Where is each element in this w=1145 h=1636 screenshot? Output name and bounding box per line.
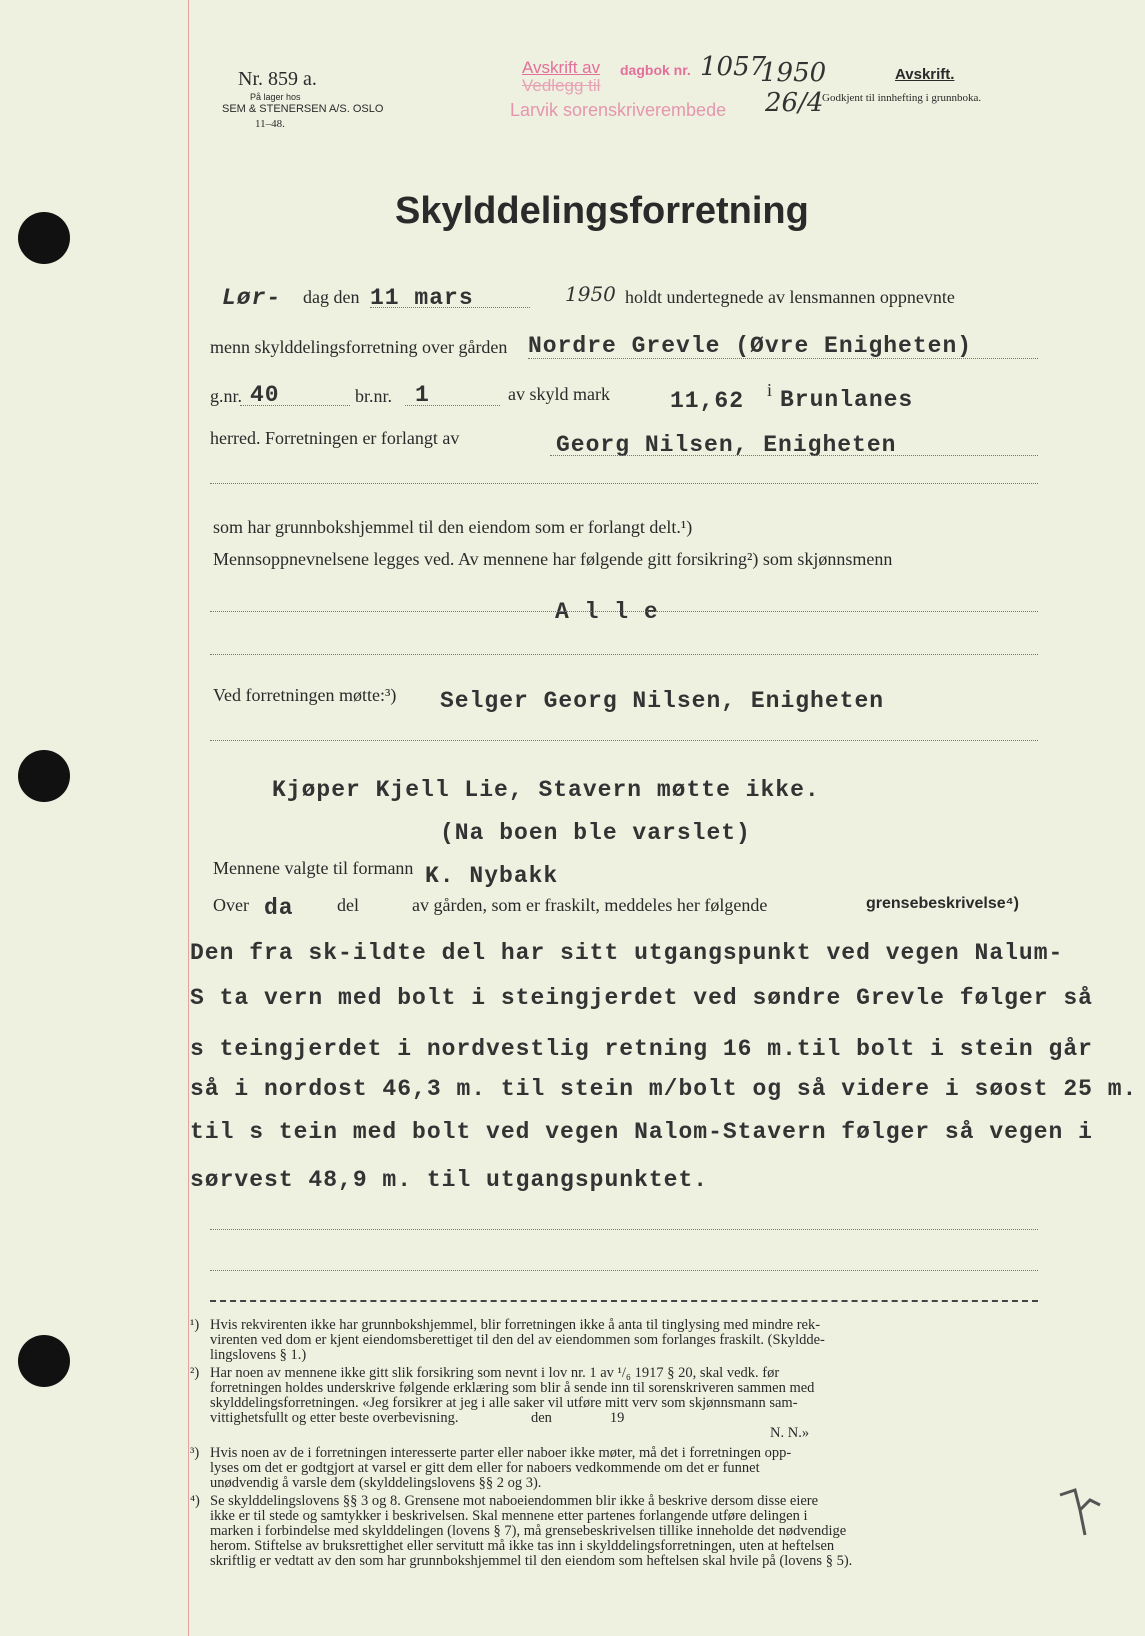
supplier-name: SEM & STENERSEN A/S. OSLO: [222, 103, 384, 115]
footnote-line: Har noen av mennene ikke gitt slik forsikring som nevnt i lov nr. 1 av ¹/₆ 1917 § 20, skal vedk. før: [210, 1365, 780, 1381]
approval-note: Godkjent til innhefting i grunnboka.: [822, 92, 982, 104]
label-bnr: br.nr.: [355, 386, 393, 406]
footnote-line: skylddelingsforretningen. «Jeg forsikrer at jeg i alle saker vil utføre mitt verv som skjønnsmann sam-: [210, 1395, 798, 1411]
footnote-line: forretningen holdes underskrive følgende erklæring som blir å sende inn til sorenskriveren sammen med: [210, 1380, 815, 1396]
footnote-2: [190, 1365, 1040, 1441]
supplier-date: 11–48.: [255, 118, 285, 130]
footnote-divider: [210, 1300, 1038, 1302]
text-menns: Mennsoppnevnelsene legges ved. Av mennene har følgende gitt forsikring²) som skjønnsmenn: [213, 549, 893, 569]
footnote-marker: ³): [190, 1445, 200, 1461]
margin-line: [188, 0, 189, 1636]
boundary-line: S ta vern med bolt i steingjerdet ved søndre Grevle følger så: [190, 985, 1093, 1011]
boundary-line: Den fra sk-ildte del har sitt utgangspunkt ved vegen Nalum-: [190, 940, 1064, 966]
chairman: K. Nybakk: [425, 863, 559, 889]
all-men: A l l e: [555, 599, 659, 625]
label-dag-den: dag den: [303, 287, 360, 307]
footnote-1: [190, 1317, 1040, 1363]
gnr-value: 40: [250, 382, 280, 408]
municipality: Brunlanes: [780, 387, 914, 413]
footnote-line: Hvis rekvirenten ikke har grunnbokshjemmel, blir forretningen ikke å anta til tinglysing med mindre rek-: [210, 1317, 821, 1333]
document-title: Skylddelingsforretning: [395, 190, 809, 232]
bnr-value: 1: [415, 382, 430, 408]
footnote-line: vittighetsfullt og etter beste overbevisning. den 19: [210, 1410, 625, 1426]
punch-hole: [18, 212, 70, 264]
signature-mark-icon: [1055, 1480, 1110, 1540]
label-gaarden: av gården, som er fraskilt, meddeles her følgende: [412, 895, 768, 915]
boundary-line: så i nordost 46,3 m. til stein m/bolt og så videre i søost 25 m.: [190, 1076, 1138, 1102]
weekday: Lør-: [222, 285, 282, 311]
copy-label: Avskrift.: [895, 66, 955, 83]
footnote-marker: ²): [190, 1365, 200, 1381]
stamp-copy: Avskrift av: [522, 58, 601, 77]
year-value: 1950: [565, 282, 616, 306]
footnote-line: Hvis noen av de i forretningen interesserte parter eller naboer ikke møter, må det i forretningen opp-: [210, 1445, 792, 1461]
footnote-line: virenten ved dom er kjent eiendomsberettiget til den del av eiendommen som forlanges fraskilt. (Skyldde-: [210, 1332, 825, 1348]
footnote-line: ikke er til stede og samtykker i beskrivelsen. Skal mennene etter partenes forlangende utføre delingen i: [210, 1508, 808, 1524]
label-mote: Ved forretningen møtte:³): [213, 685, 397, 705]
label-over: Over: [213, 895, 249, 915]
footnote-line: lyses om det er godtgjort at varsel er gitt dem eller for naboers vedkommende om det er funnet: [210, 1460, 760, 1476]
farm-name: Nordre Grevle (Øvre Enigheten): [528, 333, 973, 359]
footnote-line: unødvendig å varsle dem (skylddelingslovens §§ 2 og 3).: [210, 1475, 542, 1491]
over-value: da: [264, 895, 294, 921]
footnote-line: Se skylddelingslovens §§ 3 og 8. Grensene mot naboeiendommen blir ikke å beskrive dersom disse eiere: [210, 1493, 819, 1509]
footnote-marker: ⁴): [190, 1493, 200, 1509]
footnote-3: [190, 1445, 1040, 1491]
requester: Georg Nilsen, Enigheten: [556, 432, 897, 458]
boundary-line: s teingjerdet i nordvestlig retning 16 m.til bolt i stein går: [190, 1036, 1093, 1062]
form-number: Nr. 859 a.: [238, 68, 317, 90]
footnote-line: skriftlig er vedtatt av den som har grunnbokshjemmel til den eiendom som heftelsen skal hvile på (lovens § 5).: [210, 1553, 853, 1569]
label-herred: herred. Forretningen er forlangt av: [210, 428, 460, 448]
boundary-line: til s tein med bolt ved vegen Nalom-Stavern følger så vegen i: [190, 1119, 1093, 1145]
date-value: 11 mars: [370, 285, 474, 311]
skyld-value: 11,62: [670, 388, 745, 414]
stamp-date: 26/4: [765, 88, 824, 118]
stamp-office: Larvik sorenskriverembede: [510, 100, 727, 120]
neighbor-note: (Na boen ble varslet): [440, 820, 751, 846]
footnote-4: [190, 1493, 1040, 1569]
label-del: del: [337, 895, 359, 915]
footnote-line: herom. Stiftelse av bruksrettighet eller servitutt må ikke tas inn i skylddelingsforretningen, uten at heftelsen: [210, 1538, 835, 1554]
label-men: menn skylddelingsforretning over gården: [210, 337, 508, 357]
footnote-line: marken i forbindelse med skylddelingen (lovens § 7), må grensebeskrivelsen tillike inneholde det nødvendige: [210, 1523, 847, 1539]
punch-hole: [18, 1335, 70, 1387]
boundary-line: sørvest 48,9 m. til utgangspunktet.: [190, 1167, 709, 1193]
supplier-line: På lager hos: [250, 92, 301, 102]
stamp-attachment: Vedlegg til: [522, 76, 601, 95]
label-i: i: [767, 380, 773, 400]
footnote-signature: N. N.»: [770, 1425, 810, 1441]
label-held: holdt undertegnede av lensmannen oppnevnte: [625, 287, 955, 307]
dagbok-number: 1057: [700, 52, 767, 82]
text-grunnbok: som har grunnbokshjemmel til den eiendom som er forlangt delt.¹): [213, 517, 693, 537]
attendee: Selger Georg Nilsen, Enigheten: [440, 688, 885, 714]
label-skyld: av skyld mark: [508, 384, 610, 404]
buyer: Kjøper Kjell Lie, Stavern møtte ikke.: [272, 777, 820, 803]
label-gnr: g.nr.: [210, 386, 243, 406]
stamp-year: 1950: [760, 58, 827, 88]
footnote-marker: ¹): [190, 1317, 200, 1333]
stamp-dagbok: dagbok nr.: [620, 62, 691, 78]
label-grense: grensebeskrivelse⁴): [866, 895, 1019, 912]
label-formann: Mennene valgte til formann: [213, 858, 414, 878]
footnote-line: lingslovens § 1.): [210, 1347, 307, 1363]
punch-hole: [18, 750, 70, 802]
